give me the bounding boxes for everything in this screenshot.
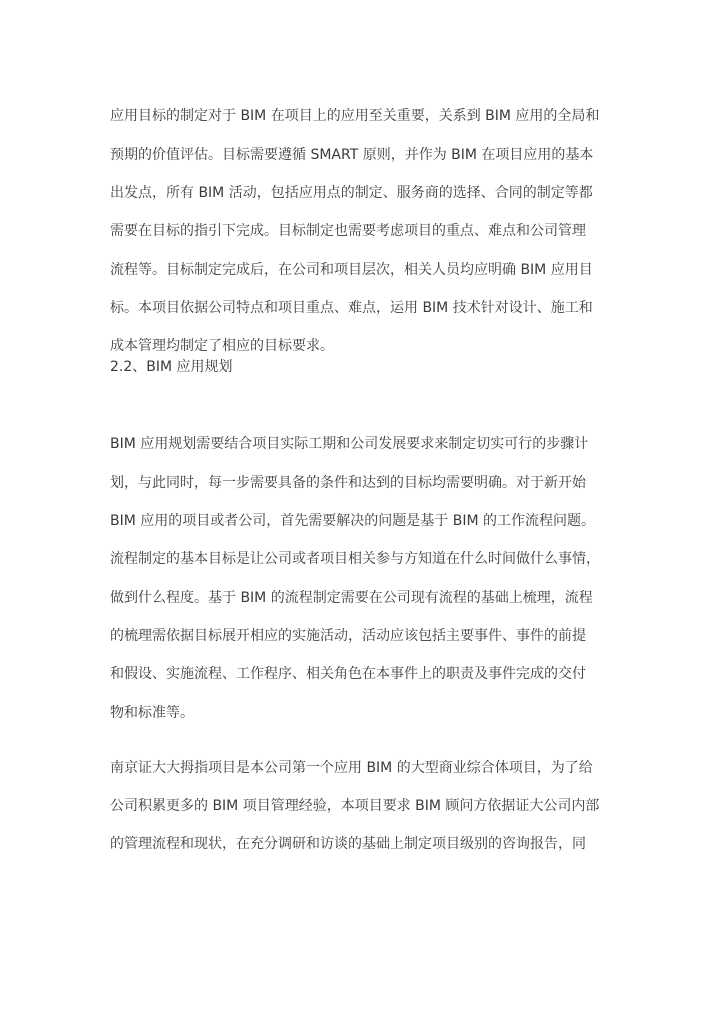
text-line: 流程等。目标制定完成后，在公司和项目层次，相关人员均应明确 BIM 应用目 xyxy=(110,262,593,278)
text-line: 公司积累更多的 BIM 项目管理经验，本项目要求 BIM 顾问方依据证大公司内部 xyxy=(110,798,600,814)
text-line: 标。本项目依据公司特点和项目重点、难点，运用 BIM 技术针对设计、施工和 xyxy=(110,300,593,316)
text-line: 的管理流程和现状，在充分调研和访谈的基础上制定项目级别的咨询报告，同 xyxy=(110,836,586,852)
text-line: 的梳理需依据目标展开相应的实施活动，活动应该包括主要事件、事件的前提 xyxy=(110,628,586,644)
section-heading: 2.2、BIM 应用规划 xyxy=(110,359,233,375)
text-line: 做到什么程度。基于 BIM 的流程制定需要在公司现有流程的基础上梳理，流程 xyxy=(110,590,593,606)
text-line: 出发点，所有 BIM 活动，包括应用点的制定、服务商的选择、合同的制定等都 xyxy=(110,185,593,201)
text-line: 和假设、实施流程、工作程序、相关角色在本事件上的职责及事件完成的交付 xyxy=(110,666,586,682)
text-line: 流程制定的基本目标是让公司或者项目相关参与方知道在什么时间做什么事情， xyxy=(110,551,600,567)
text-line: BIM 应用规划需要结合项目实际工期和公司发展要求来制定切实可行的步骤计 xyxy=(110,436,589,452)
text-line: BIM 应用的项目或者公司，首先需要解决的问题是基于 BIM 的工作流程问题。 xyxy=(110,513,595,529)
text-line: 预期的价值评估。目标需要遵循 SMART 原则，并作为 BIM 在项目应用的基本 xyxy=(110,147,594,163)
text-line: 应用目标的制定对于 BIM 在项目上的应用至关重要，关系到 BIM 应用的全局和 xyxy=(110,108,600,124)
text-line: 划，与此同时，每一步需要具备的条件和达到的目标均需要明确。对于新开始 xyxy=(110,475,586,491)
text-line: 成本管理均制定了相应的目标要求。 xyxy=(110,338,334,354)
text-line: 物和标准等。 xyxy=(110,705,194,721)
text-line: 需要在目标的指引下完成。目标制定也需要考虑项目的重点、难点和公司管理 xyxy=(110,223,586,239)
text-line: 南京证大大拇指项目是本公司第一个应用 BIM 的大型商业综合体项目，为了给 xyxy=(110,760,593,776)
